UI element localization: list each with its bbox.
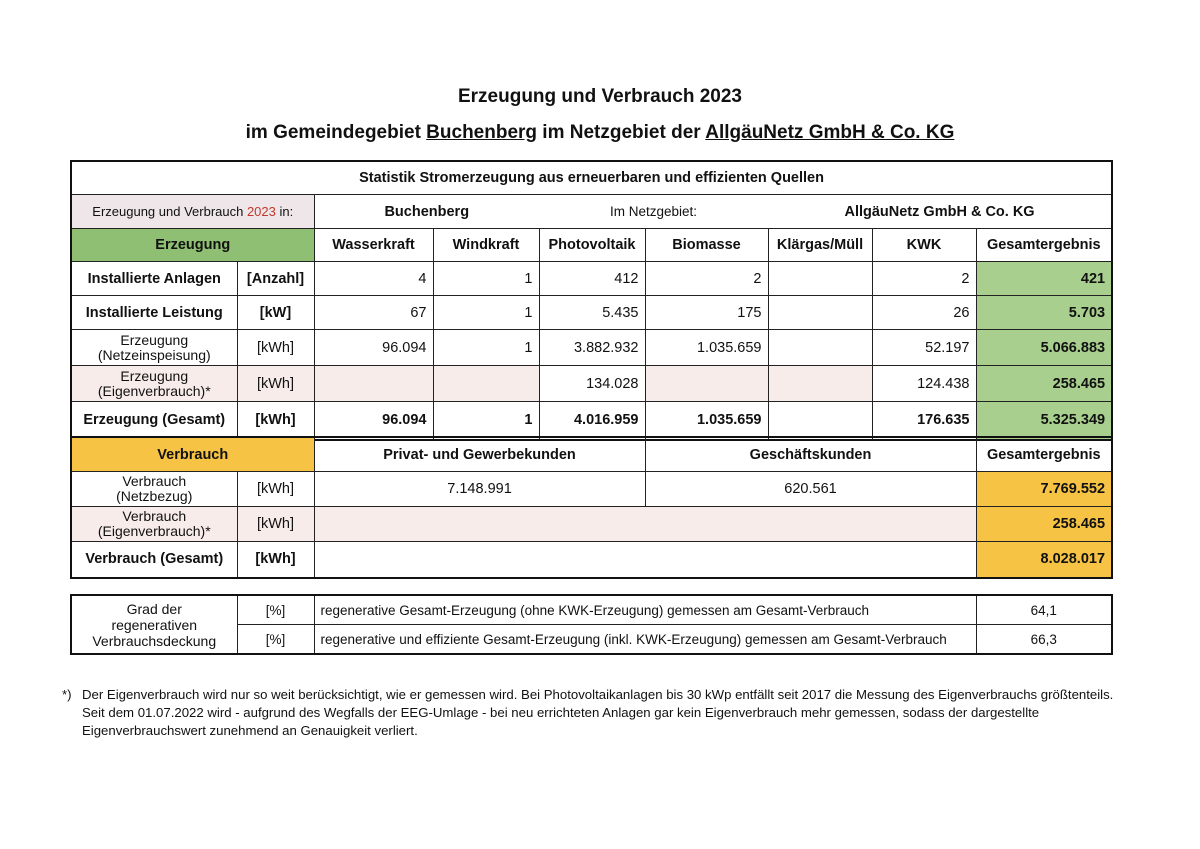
cell-total: 7.769.552: [976, 472, 1112, 507]
cell-value: 3.882.932: [539, 330, 645, 366]
subtitle-municipality: Buchenberg: [426, 122, 538, 143]
consumption-section-label: Verbrauch: [71, 437, 314, 472]
cell-value: 1: [433, 296, 539, 330]
row-label: Installierte Leistung: [71, 296, 237, 330]
col-header: Geschäftskunden: [645, 437, 976, 472]
row-label-line2: (Netzeinspeisung): [97, 346, 211, 363]
cell-value: 2: [872, 262, 976, 296]
coverage-label: [71, 595, 237, 654]
row-label-line2: (Eigenverbrauch)*: [97, 382, 211, 399]
info-label-post: in:: [275, 204, 294, 219]
cell-value: 134.028: [539, 366, 645, 402]
row-label-line1: Verbrauch: [122, 473, 187, 489]
row-label: Verbrauch (Gesamt): [71, 542, 237, 578]
subtitle-part-2: im Netzgebiet der: [537, 122, 706, 143]
cell-empty: [314, 542, 976, 578]
cell-value: 1.035.659: [645, 330, 768, 366]
row-label-line1: Erzeugung: [120, 331, 189, 348]
cell-value: [768, 262, 872, 296]
cell-value: 5.435: [539, 296, 645, 330]
row-unit: [kWh]: [237, 472, 314, 507]
info-grid-label: Im Netzgebiet:: [539, 195, 768, 229]
info-label: [71, 195, 314, 229]
row-unit: [kWh]: [237, 542, 314, 578]
cell-value: 96.094: [314, 402, 433, 440]
row-unit: [kWh]: [237, 330, 314, 366]
row-unit: [%]: [237, 595, 314, 625]
page-title: Erzeugung und Verbrauch 2023: [457, 86, 743, 107]
cell-value: 4: [314, 262, 433, 296]
coverage-value: 66,3: [976, 625, 1112, 655]
cell-value: 1: [433, 402, 539, 440]
cell-value: 7.148.991: [314, 472, 645, 507]
col-header: KWK: [872, 229, 976, 262]
cell-empty: [314, 507, 976, 542]
cell-value: [314, 366, 433, 402]
cell-value: [768, 366, 872, 402]
cell-value: 67: [314, 296, 433, 330]
subtitle-part-1: im Gemeindegebiet: [245, 122, 427, 143]
cell-value: 2: [645, 262, 768, 296]
row-label: [71, 366, 237, 402]
cell-total: 5.703: [976, 296, 1112, 330]
generation-table: [70, 160, 1113, 441]
cell-value: 1: [433, 262, 539, 296]
info-municipality: Buchenberg: [314, 195, 539, 229]
cell-total: 258.465: [976, 507, 1112, 542]
cell-value: 96.094: [314, 330, 433, 366]
cell-value: 124.438: [872, 366, 976, 402]
cell-value: [645, 366, 768, 402]
info-year: 2023: [246, 204, 276, 219]
row-unit: [kW]: [237, 296, 314, 330]
cell-value: 175: [645, 296, 768, 330]
consumption-table: [70, 436, 1113, 579]
coverage-description: regenerative und effiziente Gesamt-Erzeugung (inkl. KWK-Erzeugung) gemessen am Gesamt-Verbrauch: [314, 625, 976, 655]
col-header: Gesamtergebnis: [976, 229, 1112, 262]
coverage-label-line1: Grad der: [126, 600, 182, 617]
cell-total: 5.325.349: [976, 402, 1112, 440]
row-label: Installierte Anlagen: [71, 262, 237, 296]
generation-caption: Statistik Stromerzeugung aus erneuerbaren und effizienten Quellen: [71, 161, 1112, 195]
col-header: Windkraft: [433, 229, 539, 262]
col-header: Biomasse: [645, 229, 768, 262]
coverage-description: regenerative Gesamt-Erzeugung (ohne KWK-Erzeugung) gemessen am Gesamt-Verbrauch: [314, 595, 976, 625]
row-label-line1: Verbrauch: [122, 508, 187, 524]
col-header: Wasserkraft: [314, 229, 433, 262]
coverage-label-line2: regenerativen: [111, 616, 198, 633]
col-header: Gesamtergebnis: [976, 437, 1112, 472]
cell-value: [768, 296, 872, 330]
cell-value: [433, 366, 539, 402]
cell-value: [768, 402, 872, 440]
col-header: Photovoltaik: [539, 229, 645, 262]
col-header: Privat- und Gewerbekunden: [314, 437, 645, 472]
row-unit: [kWh]: [237, 402, 314, 440]
cell-total: 421: [976, 262, 1112, 296]
cell-value: 26: [872, 296, 976, 330]
row-unit: [kWh]: [237, 507, 314, 542]
cell-value: [768, 330, 872, 366]
cell-value: 1: [433, 330, 539, 366]
cell-value: 620.561: [645, 472, 976, 507]
row-unit: [Anzahl]: [237, 262, 314, 296]
row-label: [71, 330, 237, 366]
footnote-marker: *): [62, 687, 72, 702]
row-label: [71, 472, 237, 507]
cell-total: 258.465: [976, 366, 1112, 402]
coverage-table: [70, 594, 1113, 655]
cell-value: 176.635: [872, 402, 976, 440]
page-subtitle: [0, 122, 1200, 144]
cell-value: 52.197: [872, 330, 976, 366]
footnote: [62, 686, 1122, 740]
cell-value: 1.035.659: [645, 402, 768, 440]
cell-value: 412: [539, 262, 645, 296]
row-label-line1: Erzeugung: [120, 367, 189, 384]
row-unit: [kWh]: [237, 366, 314, 402]
generation-section-label: Erzeugung: [71, 229, 314, 262]
cell-total: 8.028.017: [976, 542, 1112, 578]
footnote-text: Der Eigenverbrauch wird nur so weit berücksichtigt, wie er gemessen wird. Bei Photovoltaikanlagen bis 30 kWp entfällt seit 2017 die Messung des Eigenverbrauchs größtenteils. Seit dem 01.07.2022 wird - aufgrund des Wegfalls der EEG-Umlage - bei neu errichteten Anlagen gar kein Eigenverbrauch mehr gemessen, sodass der dargestellte Eigenverbrauchswert zunehmend an Genauigkeit verliert.: [82, 687, 1114, 738]
coverage-label-line3: Verbrauchsdeckung: [92, 632, 217, 649]
row-label: Erzeugung (Gesamt): [71, 402, 237, 440]
row-label-line2: (Eigenverbrauch)*: [97, 523, 211, 539]
info-label-pre: Erzeugung und Verbrauch: [92, 204, 247, 219]
cell-value: 4.016.959: [539, 402, 645, 440]
coverage-value: 64,1: [976, 595, 1112, 625]
cell-total: 5.066.883: [976, 330, 1112, 366]
row-unit: [%]: [237, 625, 314, 655]
subtitle-operator: AllgäuNetz GmbH & Co. KG: [705, 122, 955, 143]
row-label: [71, 507, 237, 542]
col-header: Klärgas/Müll: [768, 229, 872, 262]
info-operator: AllgäuNetz GmbH & Co. KG: [768, 195, 1112, 229]
row-label-line2: (Netzbezug): [116, 488, 193, 504]
